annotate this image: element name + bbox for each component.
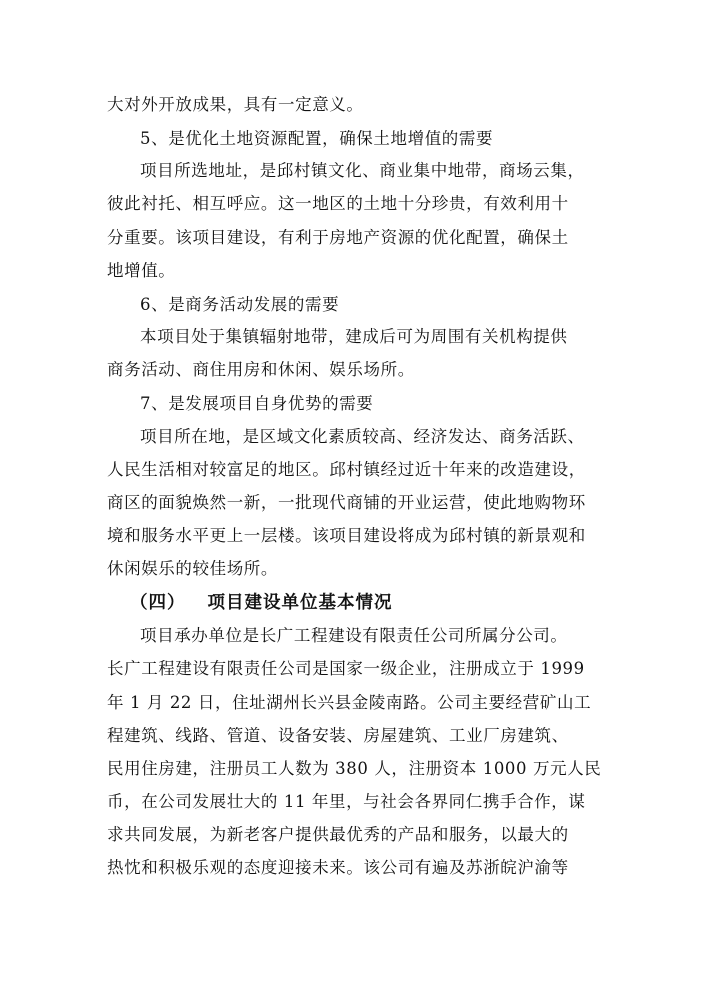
paragraph-line: 热忱和积极乐观的态度迎接未来。该公司有遍及苏浙皖沪渝等 [107,858,569,877]
heading-5: 5、是优化土地资源配置，确保土地增值的需要 [140,129,494,148]
paragraph-line: 分重要。该项目建设，有利于房地产资源的优化配置，确保土 [107,228,569,247]
paragraph-line: 币，在公司发展壮大的 11 年里，与社会各界同仁携手合作，谋 [107,792,586,811]
paragraph-line: 商区的面貌焕然一新，一批现代商铺的开业运营，使此地购物环 [107,493,586,512]
paragraph-line: 休闲娱乐的较佳场所。 [107,559,278,578]
paragraph-line: 彼此衬托、相互呼应。这一地区的土地十分珍贵，有效利用十 [107,194,569,213]
paragraph-line: 项目所选地址，是邱村镇文化、商业集中地带，商场云集， [140,161,585,180]
paragraph-line: 大对外开放成果，具有一定意义。 [107,95,364,114]
section-heading-number: （四） [130,593,186,613]
paragraph-line: 商务活动、商住用房和休闲、娱乐场所。 [107,360,415,379]
paragraph-line: 年 1 月 22 日，住址湖州长兴县金陵南路。公司主要经营矿山工 [107,693,592,712]
paragraph-line: 程建筑、线路、管道、设备安装、房屋建筑、工业厂房建筑、 [107,726,569,745]
paragraph-line: 地增值。 [107,261,176,280]
section-heading [130,592,393,614]
section-heading-title: 项目建设单位基本情况 [207,593,393,613]
paragraph-line: 民用住房建，注册员工人数为 380 人，注册资本 1000 万元人民 [107,759,602,778]
paragraph-line: 求共同发展，为新老客户提供最优秀的产品和服务，以最大的 [107,825,569,844]
paragraph-line: 项目承办单位是长广工程建设有限责任公司所属分公司。 [140,626,568,645]
paragraph-line: 人民生活相对较富足的地区。邱村镇经过近十年来的改造建设， [107,460,586,479]
paragraph-line: 项目所在地，是区域文化素质较高、经济发达、商务活跃、 [140,427,585,446]
paragraph-line: 本项目处于集镇辐射地带，建成后可为周围有关机构提供 [140,327,568,346]
paragraph-line: 长广工程建设有限责任公司是国家一级企业，注册成立于 1999 [107,659,585,678]
paragraph-line: 境和服务水平更上一层楼。该项目建设将成为邱村镇的新景观和 [107,526,586,545]
heading-7: 7、是发展项目自身优势的需要 [140,394,374,413]
heading-6: 6、是商务活动发展的需要 [140,295,340,314]
